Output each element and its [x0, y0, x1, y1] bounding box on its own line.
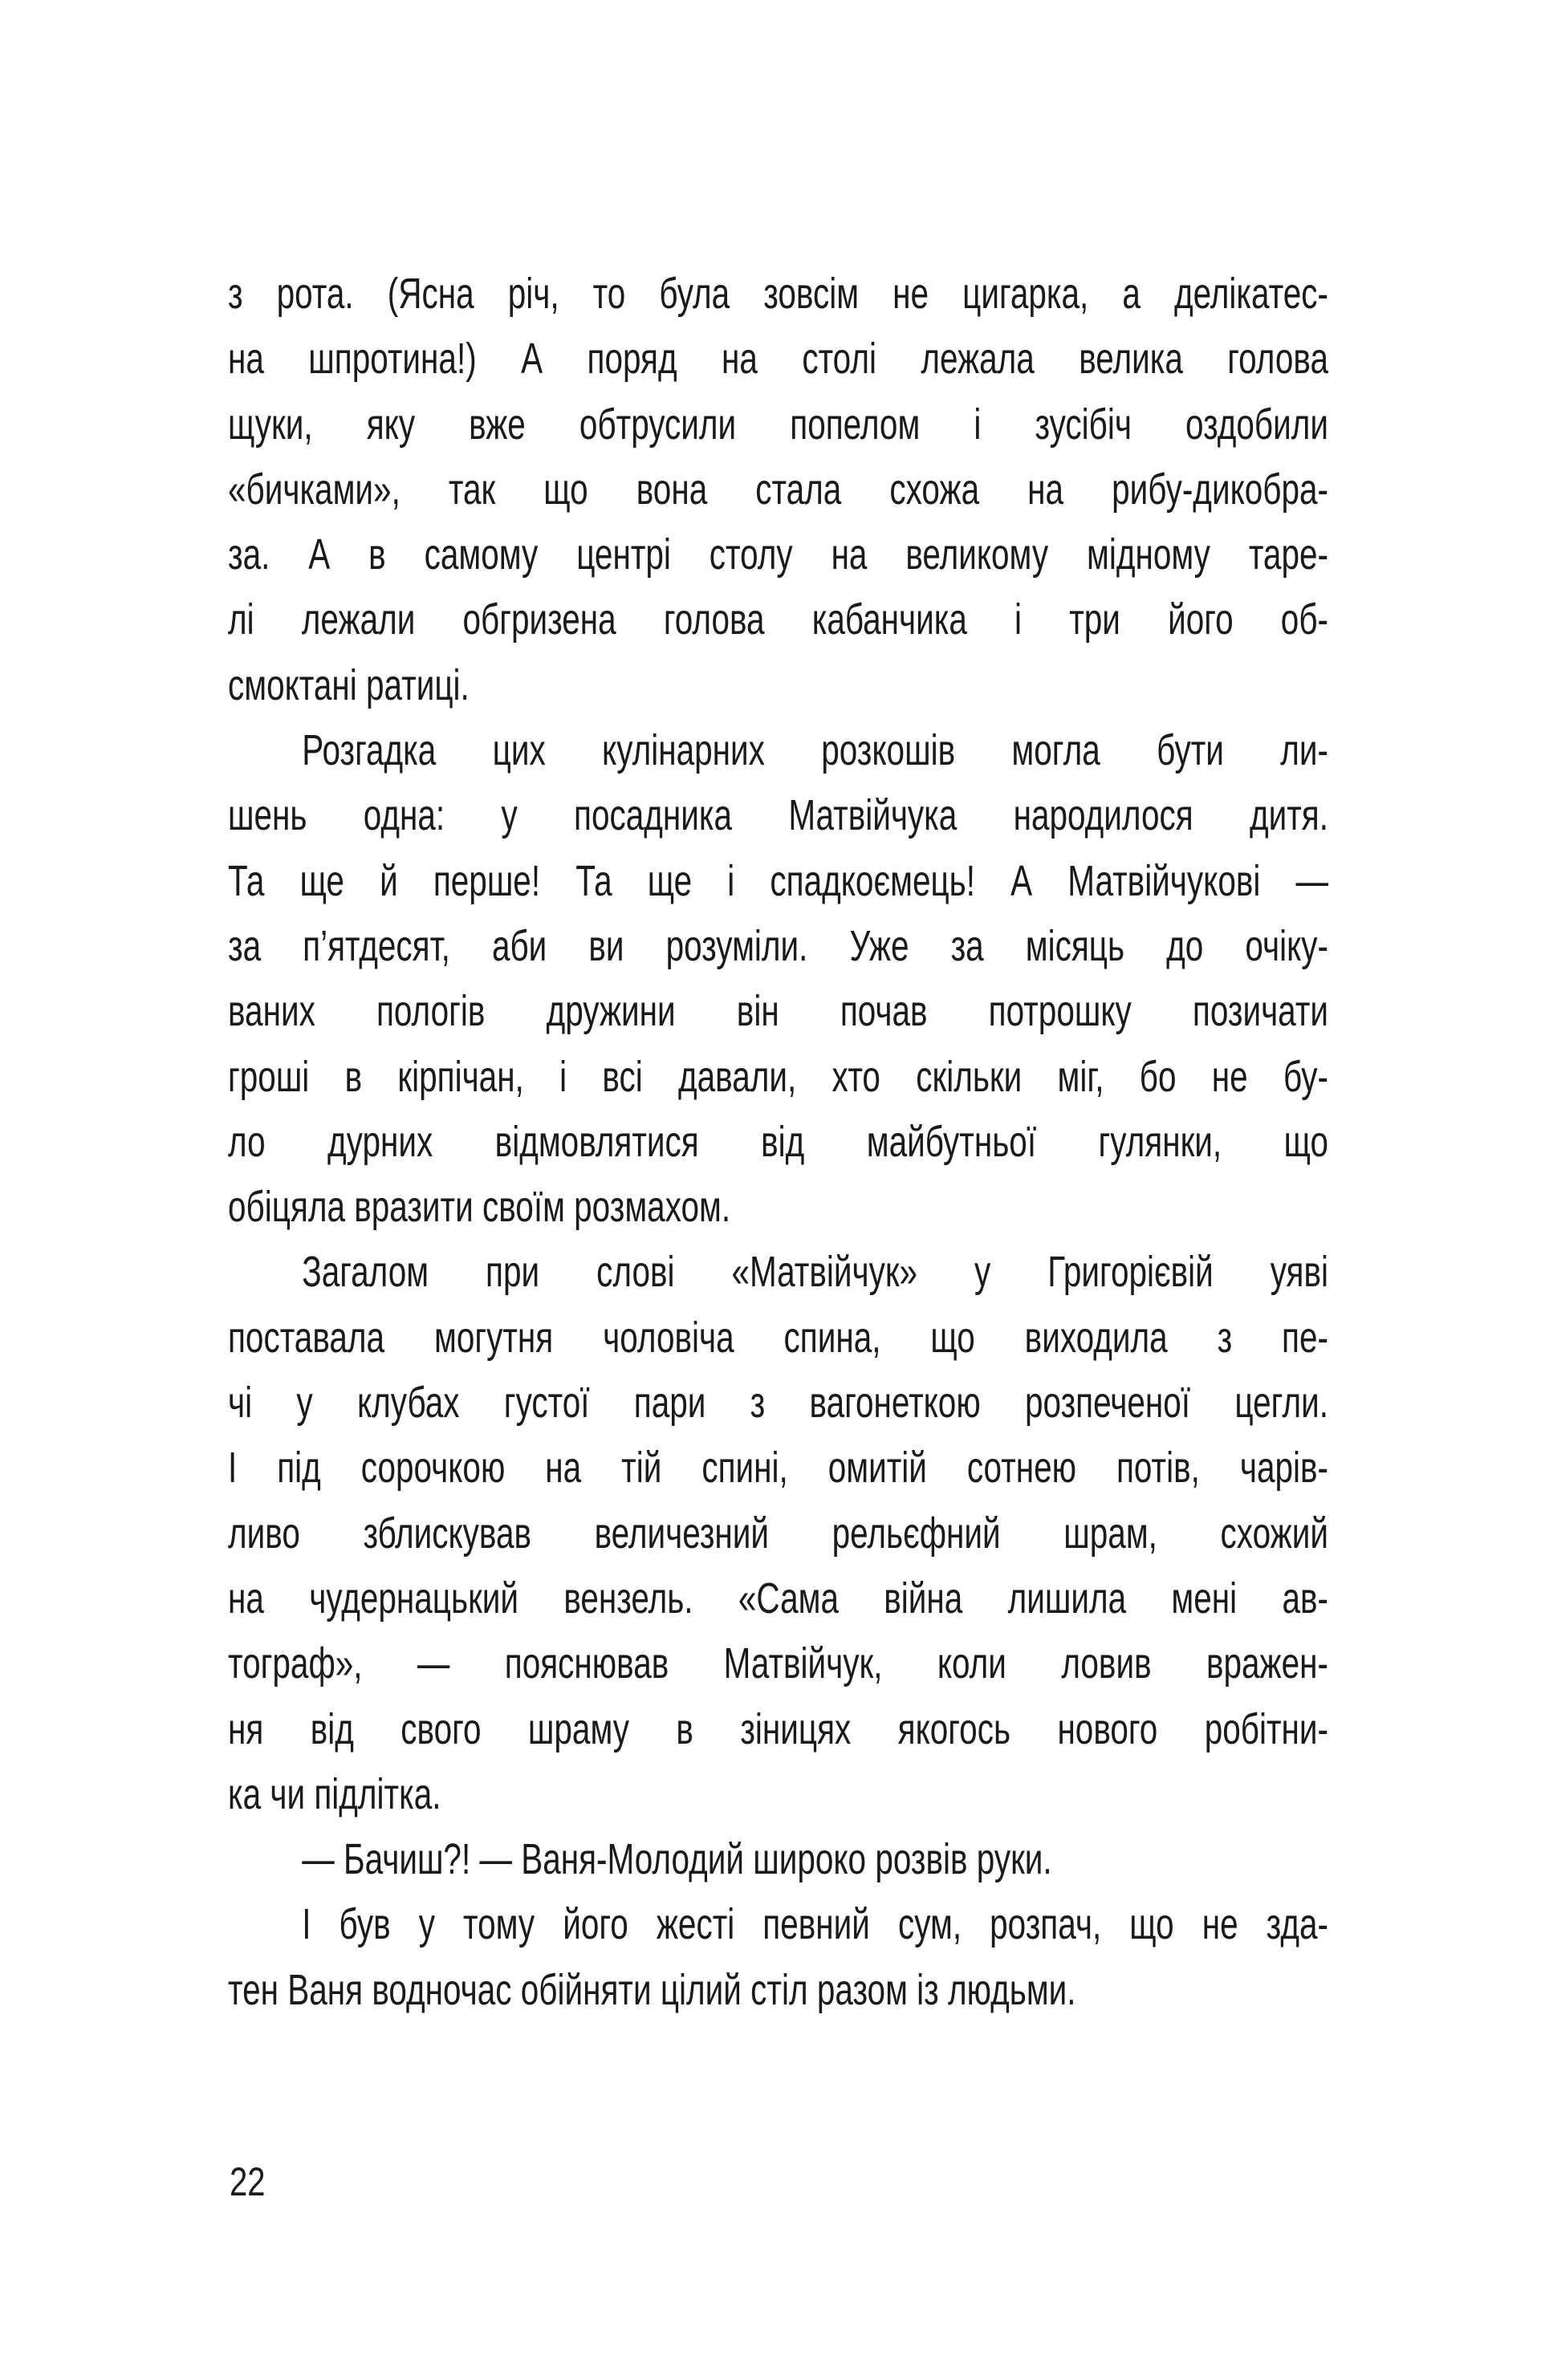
text-line: на чудернацький вензель. «Сама війна лишила мені ав-	[228, 1574, 1328, 1623]
text-line: «бичками», так що вона стала схожа на рибу-дикобра-	[228, 465, 1328, 514]
text-line: поставала могутня чоловіча спина, що виходила з пе-	[228, 1313, 1328, 1362]
text-line: шень одна: у посадника Матвійчука народилося дитя.	[228, 791, 1328, 840]
text-line: за п’ятдесят, аби ви розуміли. Уже за місяць до очіку-	[228, 921, 1328, 970]
text-line: ло дурних відмовлятися від майбутньої гулянки, що	[228, 1117, 1328, 1166]
paragraph-first-line: Розгадка цих кулінарних розкошів могла бути ли-	[302, 726, 1328, 775]
text-line: на шпротина!) А поряд на столі лежала велика голова	[228, 335, 1328, 384]
page-number: 22	[230, 2159, 266, 2204]
text-line: тен Ваня водночас обійняти цілий стіл разом із людьми.	[228, 1965, 1076, 2014]
text-line: чі у клубах густої пари з вагонеткою розпеченої цегли.	[228, 1379, 1328, 1428]
text-line: ка чи підлітка.	[228, 1769, 441, 1818]
text-line: І під сорочкою на тій спині, омитій сотнею потів, чарів-	[228, 1444, 1328, 1493]
text-line: за. А в самому центрі столу на великому мідному таре-	[228, 530, 1328, 579]
text-line: тограф», — пояснював Матвійчук, коли ловив вражен-	[228, 1639, 1328, 1688]
text-line: ня від свого шраму в зіницях якогось нового робітни-	[228, 1704, 1328, 1753]
text-line: ваних пологів дружини він почав потрошку позичати	[228, 987, 1328, 1036]
text-line: ливо зблискував величезний рельєфний шрам, схожий	[228, 1509, 1328, 1558]
text-line: лі лежали обгризена голова кабанчика і три його об-	[228, 595, 1328, 644]
text-line: Та ще й перше! Та ще і спадкоємець! А Матвійчукові —	[228, 856, 1328, 905]
paragraph-first-line: Загалом при слові «Матвійчук» у Григорієвій уяві	[302, 1248, 1328, 1297]
text-line: щуки, яку вже обтрусили попелом і зусібіч оздобили	[228, 400, 1328, 449]
text-line: смоктані ратиці.	[228, 660, 470, 709]
text-line: з рота. (Ясна річ, то була зовсім не цигарка, а делікатес-	[228, 270, 1328, 318]
text-line: гроші в кірпічан, і всі давали, хто скільки міг, бо не бу-	[228, 1052, 1328, 1101]
body-text	[228, 262, 1328, 2023]
paragraph-first-line: І був у тому його жесті певний сум, розпач, що не зда-	[302, 1900, 1328, 1949]
dialogue-line: — Бачиш?! — Ваня-Молодий широко розвів руки.	[302, 1835, 1052, 1884]
text-line: обіцяла вразити своїм розмахом.	[228, 1183, 731, 1232]
